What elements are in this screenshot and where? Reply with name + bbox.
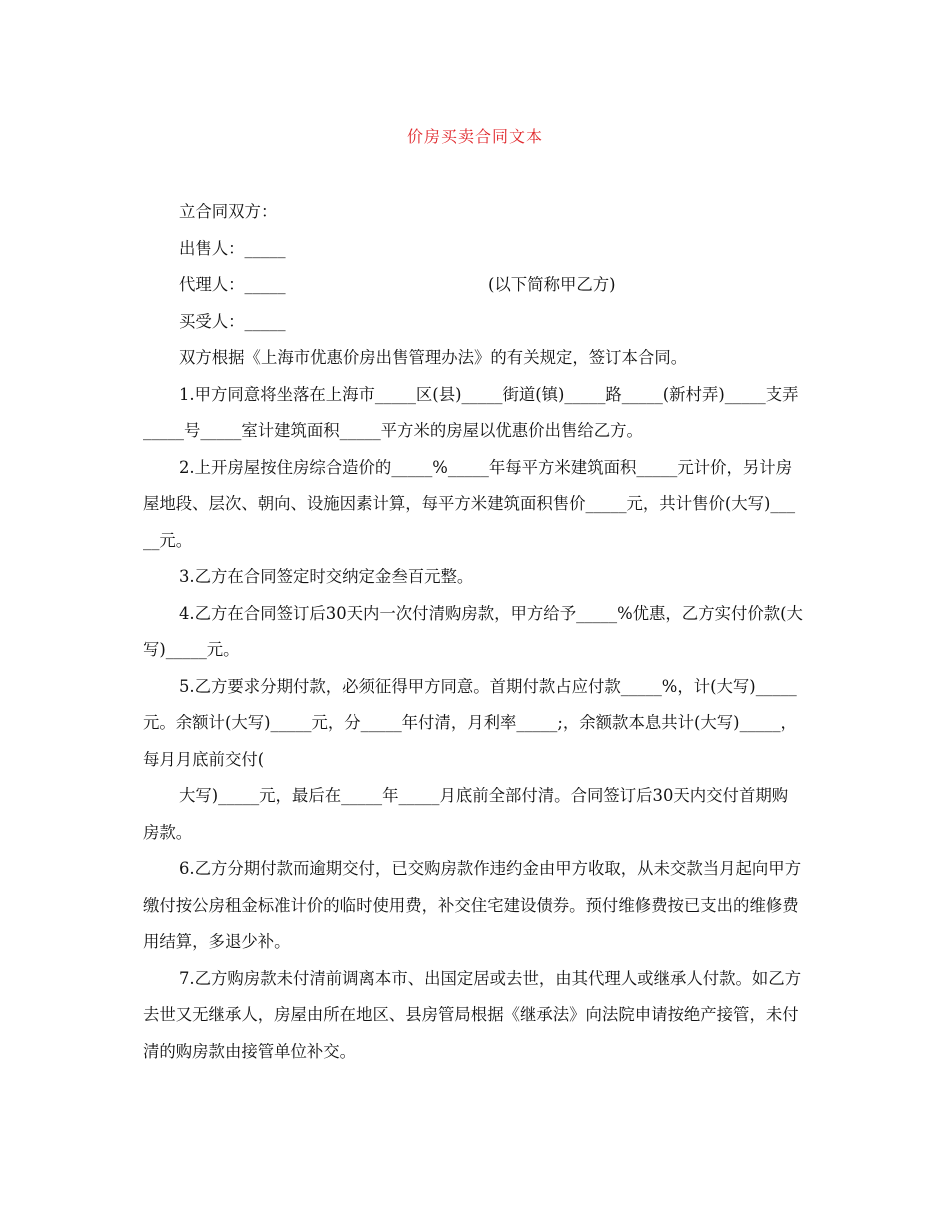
clause-5: 5.乙方要求分期付款，必须征得甲方同意。首期付款占应付款_____%，计(大写)_____元。余额计(大写)_____元，分_____年付清，月利率_____;，余额款本息共计(大写)_____，每月月底前交付( bbox=[143, 676, 797, 769]
document-body bbox=[143, 194, 803, 1070]
seller-line: 出售人：_____ bbox=[179, 238, 286, 258]
buyer-line: 买受人：_____ bbox=[179, 311, 286, 331]
parties-header: 立合同双方： bbox=[179, 202, 278, 221]
clause-1: 1.甲方同意将坐落在上海市_____区(县)_____街道(镇)_____路_____(新村弄)_____支弄_____号_____室计建筑面积_____平方米的房屋以优惠价出售给乙方。 bbox=[143, 384, 799, 440]
document-title: 价房买卖合同文本 bbox=[406, 127, 543, 146]
parties-note: (以下简称甲乙方) bbox=[488, 275, 616, 294]
clause-3: 3.乙方在合同签定时交纳定金叁百元整。 bbox=[179, 567, 474, 586]
clause-2: 2.上开房屋按住房综合造价的_____%_____年每平方米建筑面积_____元计价，另计房屋地段、层次、朝向、设施因素计算，每平方米建筑面积售价_____元，共计售价(大写)_____元。 bbox=[143, 457, 796, 550]
agent-label: 代理人：_____ bbox=[179, 275, 286, 294]
agent-line bbox=[143, 267, 803, 304]
clause-7: 7.乙方购房款未付清前调离本市、出国定居或去世，由其代理人或继承人付款。如乙方去世又无继承人，房屋由所在地区、县房管局根据《继承法》向法院申请按绝产接管，未付清的购房款由接管单位补交。 bbox=[143, 968, 802, 1061]
clause-6: 6.乙方分期付款而逾期交付，已交购房款作违约金由甲方收取，从未交款当月起向甲方缴付按公房租金标准计价的临时使用费，补交住宅建设债券。预付维修费按已支出的维修费用结算，多退少补。 bbox=[143, 859, 802, 951]
preamble: 双方根据《上海市优惠价房出售管理办法》的有关规定，签订本合同。 bbox=[179, 348, 688, 367]
clause-4: 4.乙方在合同签订后30天内一次付清购房款，甲方给予_____%优惠，乙方实付价款(大写)_____元。 bbox=[143, 603, 803, 659]
clause-5-continued: 大写)_____元，最后在_____年_____月底前全部付清。合同签订后30天内交付首期购房款。 bbox=[143, 786, 789, 842]
